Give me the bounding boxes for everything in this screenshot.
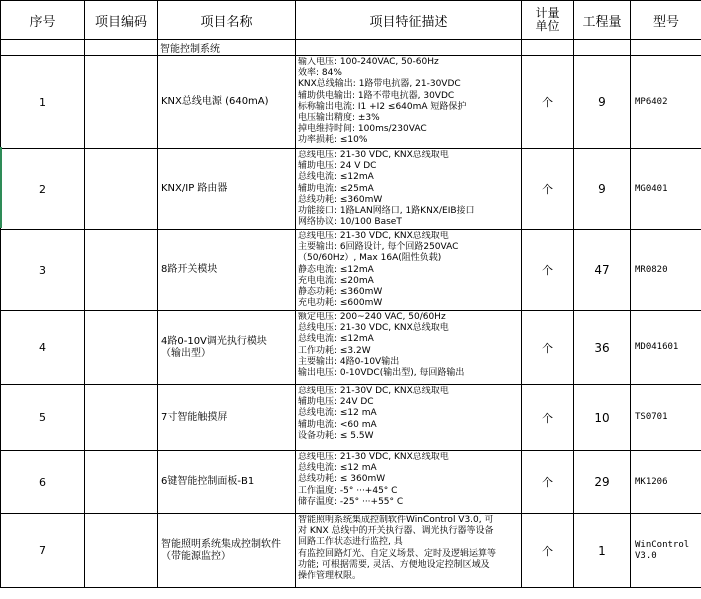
row-name[interactable]: [158, 514, 296, 588]
row-code[interactable]: [85, 311, 158, 385]
desc-line: 充电功耗: ≤600mW: [298, 298, 383, 309]
header-seq[interactable]: 序号: [1, 1, 85, 40]
row-qty[interactable]: 29: [574, 451, 631, 514]
row-name-line2: （带能源监控）: [161, 550, 231, 562]
table-row: [1, 230, 701, 311]
header-code[interactable]: 项目编码: [85, 1, 158, 40]
row-seq[interactable]: 1: [1, 56, 85, 149]
row-code[interactable]: [85, 230, 158, 311]
desc-line: 额定电压: 200~240 VAC, 50/60Hz: [298, 312, 446, 322]
desc-line: 辅助电压: 24 V DC: [298, 161, 377, 172]
desc-line: 操作管理权限。: [298, 571, 362, 582]
desc-line: （50/60Hz）, Max 16A(阻性负载): [298, 253, 442, 264]
row-unit[interactable]: 个: [522, 230, 574, 311]
desc-line: 工作功耗: ≤3.2W: [298, 345, 371, 356]
desc-line: 有监控回路灯光、自定义场景、定时及逻辑运算等: [298, 548, 497, 559]
table-cell[interactable]: [631, 40, 701, 56]
desc-line: 储存温度: -25° ···+55° C: [298, 496, 404, 507]
header-unit-line1: 计量: [535, 6, 560, 20]
header-row: [1, 1, 701, 40]
row-name-line1: 4路0-10V调光执行模块: [161, 335, 267, 347]
row-seq[interactable]: 3: [1, 230, 85, 311]
row-name-line1: 智能照明系统集成控制软件: [161, 538, 281, 550]
row-seq[interactable]: 4: [1, 311, 85, 385]
desc-line: 主要输出: 4路0-10V输出: [298, 356, 400, 367]
row-desc[interactable]: [296, 514, 522, 588]
desc-line: 掉电维持时间: 100ms/230VAC: [298, 124, 427, 135]
row-model-line1: WinControl: [635, 539, 690, 550]
desc-line: 回路工作状态进行监控, 具: [298, 537, 403, 548]
row-model[interactable]: MG0401: [631, 149, 701, 230]
row-model[interactable]: MR0820: [631, 230, 701, 311]
desc-line: 标称输出电流: I1 +I2 ≤640mA 短路保护: [298, 101, 467, 112]
desc-line: 总线电压: 21-30 VDC, KNX总线取电: [298, 150, 449, 160]
row-name[interactable]: [158, 311, 296, 385]
table-row: [1, 311, 701, 385]
desc-line: 工作温度: -5° ···+45° C: [298, 485, 398, 496]
desc-line: 总线电压: 21-30 VDC, KNX总线取电: [298, 452, 449, 462]
desc-line: 主要输出: 6回路设计, 每个回路250VAC: [298, 242, 459, 253]
header-unit[interactable]: [522, 1, 574, 40]
selected-row-marker: [0, 147, 2, 228]
desc-line: 总线电流: ≤12 mA: [298, 463, 377, 474]
desc-line: 总线电压: 21-30 VDC, KNX总线取电: [298, 323, 449, 334]
desc-line: 总线功耗: ≤ 360mW: [298, 474, 386, 485]
desc-line: 总线功耗: ≤360mW: [298, 194, 383, 205]
header-model[interactable]: 型号: [631, 1, 701, 40]
row-unit[interactable]: 个: [522, 56, 574, 149]
row-seq[interactable]: 5: [1, 385, 85, 451]
table-cell[interactable]: [85, 40, 158, 56]
desc-line: 输出电压: 0-10VDC(输出型), 每回路输出: [298, 368, 465, 379]
desc-line: 辅助电压: 24V DC: [298, 397, 374, 408]
row-unit[interactable]: 个: [522, 514, 574, 588]
row-qty[interactable]: 10: [574, 385, 631, 451]
row-model[interactable]: MP6402: [631, 56, 701, 149]
desc-line: 总线电流: ≤12 mA: [298, 408, 377, 419]
system-group-row: [1, 40, 701, 56]
desc-line: 输入电压: 100-240VAC, 50-60Hz: [298, 57, 439, 67]
row-qty[interactable]: 9: [574, 56, 631, 149]
desc-line: 辅助电流: <60 mA: [298, 419, 377, 430]
desc-line: 总线电压: 21-30 VDC, KNX总线取电: [298, 231, 449, 241]
desc-line: 辅助电流: ≤25mA: [298, 183, 374, 194]
system-label[interactable]: 智能控制系统: [158, 40, 296, 56]
row-code[interactable]: [85, 385, 158, 451]
desc-line: 设备功耗: ≤ 5.5W: [298, 430, 374, 441]
desc-line: 功能; 可根据需要, 灵活、方便地设定控制区域及: [298, 559, 490, 570]
row-unit[interactable]: 个: [522, 385, 574, 451]
row-seq[interactable]: 6: [1, 451, 85, 514]
table-row: [1, 149, 701, 230]
table-cell[interactable]: [574, 40, 631, 56]
row-code[interactable]: [85, 514, 158, 588]
header-unit-line2: 单位: [535, 19, 560, 33]
table-row: [1, 56, 701, 149]
table-cell[interactable]: [296, 40, 522, 56]
row-model[interactable]: TS0701: [631, 385, 701, 451]
table-cell[interactable]: [522, 40, 574, 56]
desc-line: KNX总线输出: 1路带电抗器, 21-30VDC: [298, 79, 461, 90]
row-desc[interactable]: [296, 149, 522, 230]
desc-line: 总线电流: ≤12mA: [298, 172, 374, 183]
header-qty[interactable]: 工程量: [574, 1, 631, 40]
row-name[interactable]: 6键智能控制面板-B1: [158, 451, 296, 514]
desc-line: 网络协议: 10/100 BaseT: [298, 217, 402, 228]
header-desc[interactable]: 项目特征描述: [296, 1, 522, 40]
desc-line: 静态电流: ≤12mA: [298, 264, 374, 275]
row-seq[interactable]: 2: [1, 149, 85, 230]
row-model[interactable]: [631, 514, 701, 588]
desc-line: 充电电流: ≤20mA: [298, 275, 374, 286]
table-row: [1, 514, 701, 588]
row-unit[interactable]: 个: [522, 149, 574, 230]
row-desc[interactable]: [296, 56, 522, 149]
row-model[interactable]: MD041601: [631, 311, 701, 385]
table-cell[interactable]: [1, 40, 85, 56]
row-code[interactable]: [85, 56, 158, 149]
desc-line: 对 KNX 总线中的开关执行器、调光执行器等设备: [298, 526, 494, 537]
table-row: [1, 451, 701, 514]
desc-line: 静态功耗: ≤360mW: [298, 287, 383, 298]
table-row: [1, 385, 701, 451]
desc-line: 总线电压: 21-30V DC, KNX总线取电: [298, 386, 449, 396]
header-name[interactable]: 项目名称: [158, 1, 296, 40]
row-desc[interactable]: [296, 451, 522, 514]
row-name[interactable]: KNX总线电源 (640mA): [158, 56, 296, 149]
desc-line: 功能接口: 1路LAN网络口, 1路KNX/EIB接口: [298, 206, 475, 217]
row-qty[interactable]: 36: [574, 311, 631, 385]
desc-line: 总线电流: ≤12mA: [298, 334, 374, 345]
row-unit[interactable]: 个: [522, 311, 574, 385]
row-name-line2: （输出型）: [161, 347, 211, 359]
row-unit[interactable]: 个: [522, 451, 574, 514]
row-desc[interactable]: [296, 311, 522, 385]
row-name[interactable]: 7寸智能触摸屏: [158, 385, 296, 451]
row-qty[interactable]: 1: [574, 514, 631, 588]
desc-line: 电压输出精度: ±3%: [298, 113, 380, 124]
row-name[interactable]: KNX/IP 路由器: [158, 149, 296, 230]
desc-line: 效率: 84%: [298, 68, 342, 79]
row-code[interactable]: [85, 451, 158, 514]
row-model[interactable]: MK1206: [631, 451, 701, 514]
row-name[interactable]: 8路开关模块: [158, 230, 296, 311]
desc-line: 辅助供电输出: 1路不带电抗器, 30VDC: [298, 90, 455, 101]
row-seq[interactable]: 7: [1, 514, 85, 588]
desc-line: 功率损耗: ≤10%: [298, 135, 368, 146]
row-qty[interactable]: 9: [574, 149, 631, 230]
row-desc[interactable]: [296, 230, 522, 311]
row-code[interactable]: [85, 149, 158, 230]
row-model-line2: V3.0: [635, 550, 657, 561]
desc-line: 智能照明系统集成控制软件WinControl V3.0, 可: [298, 515, 494, 525]
row-desc[interactable]: [296, 385, 522, 451]
row-qty[interactable]: 47: [574, 230, 631, 311]
